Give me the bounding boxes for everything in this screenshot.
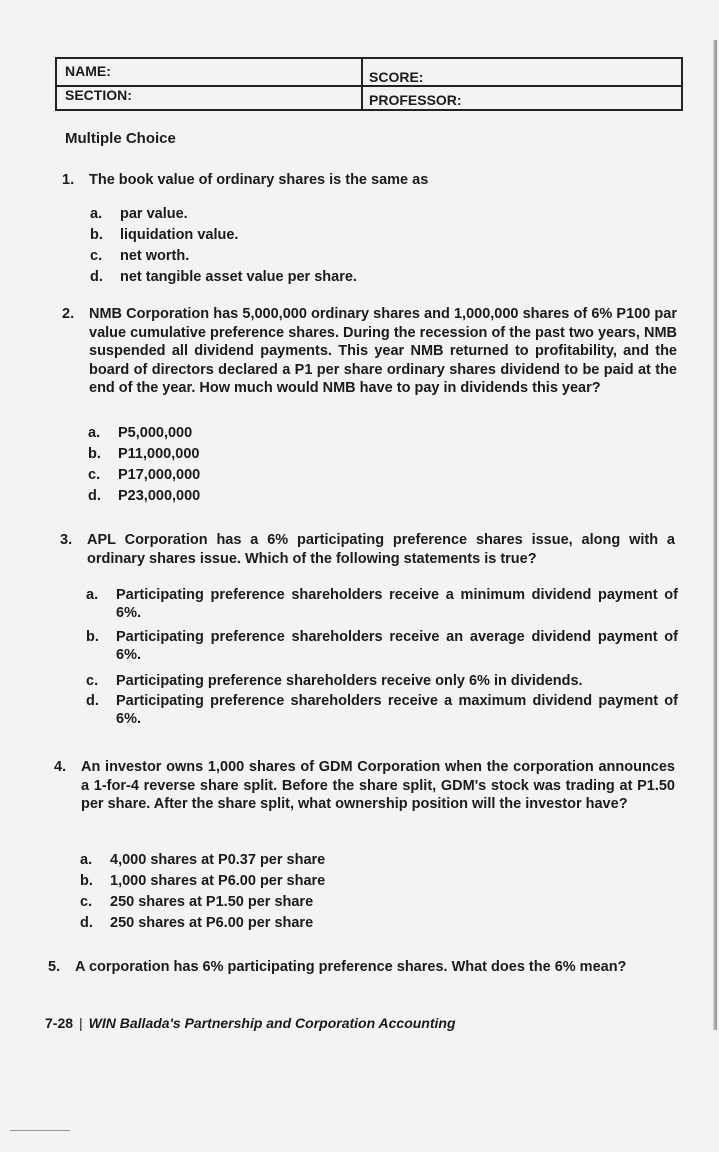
question-number: 2. [62, 306, 75, 322]
option-text: Participating preference shareholders receive only 6% in dividends. [116, 673, 583, 689]
option-text: 4,000 shares at P0.37 per share [110, 852, 326, 868]
option-text: Participating preference shareholders receive a maximum dividend payment of 6%. [116, 693, 678, 727]
option-letter: c. [88, 467, 101, 483]
option-text: P23,000,000 [118, 488, 201, 504]
option-text: Participating preference shareholders receive an average dividend payment of 6%. [116, 629, 678, 663]
option-text: par value. [120, 206, 188, 222]
option-letter: b. [80, 873, 93, 889]
option-letter: d. [88, 488, 101, 504]
option-text: 250 shares at P1.50 per share [110, 894, 314, 910]
question-number: 3. [60, 532, 73, 548]
section-heading: Multiple Choice [65, 130, 176, 147]
question-stem: An investor owns 1,000 shares of GDM Corporation when the corporation announces a 1-for-4 reverse share split. Before the share split, GDM's stock was trading at P1.50 per share. After the share split, what ownership position will the investor have? [81, 759, 675, 812]
question-number: 4. [54, 759, 67, 775]
score-label: SCORE: [369, 69, 424, 85]
option-letter: c. [86, 673, 99, 689]
page-number: 7-28 [45, 1015, 74, 1031]
page-footer [45, 1015, 456, 1031]
option-letter: a. [80, 852, 93, 868]
option-text: P17,000,000 [118, 467, 201, 483]
book-title: WIN Ballada's Partnership and Corporation Accounting [88, 1015, 456, 1031]
question-number: 1. [62, 172, 75, 188]
question-number: 5. [48, 959, 61, 975]
question-stem: A corporation has 6% participating preference shares. What does the 6% mean? [75, 959, 627, 975]
header-row-2 [57, 85, 681, 109]
option-letter: a. [86, 587, 99, 603]
option-letter: a. [90, 206, 103, 222]
scan-mark [10, 1130, 70, 1131]
name-label: NAME: [65, 63, 111, 79]
option-text: 250 shares at P6.00 per share [110, 915, 314, 931]
option-text: net worth. [120, 248, 190, 264]
footer-separator: | [79, 1015, 83, 1031]
option-letter: d. [90, 269, 103, 285]
option-letter: b. [86, 629, 99, 645]
option-letter: b. [90, 227, 103, 243]
option-text: net tangible asset value per share. [120, 269, 357, 285]
header-table [55, 57, 683, 111]
question-stem: APL Corporation has a 6% participating preference shares issue, along with a ordinary shares issue. Which of the following statements is true? [87, 532, 675, 567]
option-text: Participating preference shareholders receive a minimum dividend payment of 6%. [116, 587, 678, 621]
option-text: P5,000,000 [118, 425, 193, 441]
option-letter: d. [86, 693, 99, 709]
professor-label: PROFESSOR: [369, 92, 462, 108]
section-label: SECTION: [65, 87, 132, 103]
option-text: P11,000,000 [118, 446, 200, 462]
option-text: liquidation value. [120, 227, 239, 243]
option-text: 1,000 shares at P6.00 per share [110, 873, 326, 889]
option-letter: b. [88, 446, 101, 462]
page-edge-shadow [713, 40, 717, 1030]
option-letter: c. [90, 248, 103, 264]
option-letter: c. [80, 894, 93, 910]
header-row-1 [57, 59, 681, 87]
question-stem: The book value of ordinary shares is the same as [89, 172, 429, 188]
question-stem: NMB Corporation has 5,000,000 ordinary shares and 1,000,000 shares of 6% P100 par value cumulative preference shares. During the recession of the past two years, NMB suspended all dividend payments. This year NMB returned to profitability, and the board of directors declared a P1 per share ordinary shares dividend to be paid at the end of the year. How much would NMB have to pay in dividends this year? [89, 306, 677, 396]
option-letter: d. [80, 915, 93, 931]
option-letter: a. [88, 425, 101, 441]
